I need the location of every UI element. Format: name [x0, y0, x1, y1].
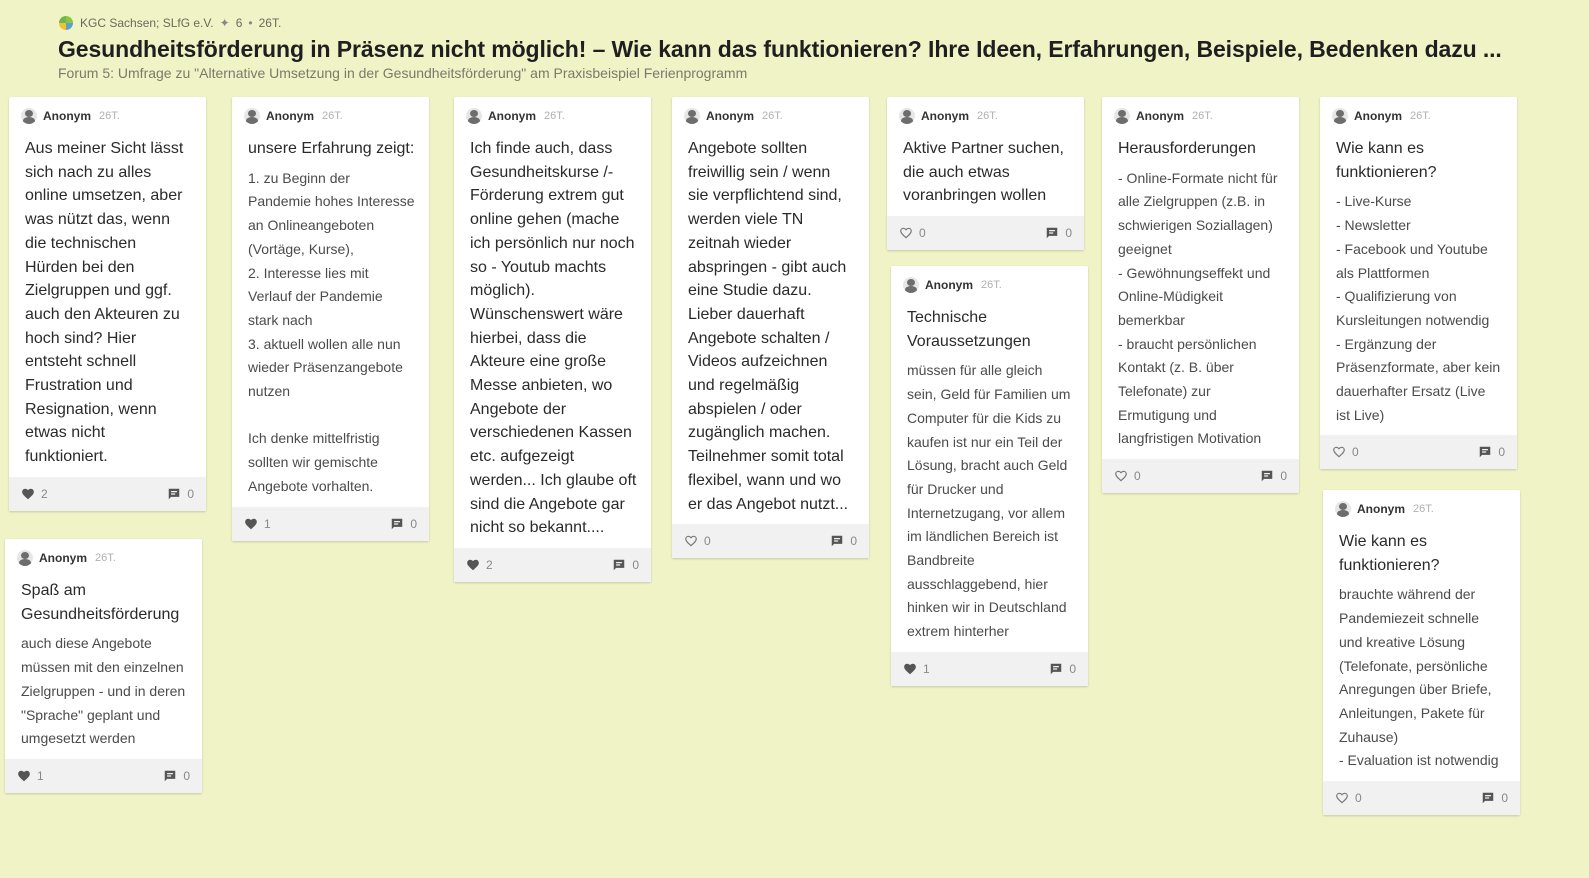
comment-icon [1045, 226, 1059, 240]
comment-button[interactable] [390, 517, 417, 531]
post-body [887, 125, 1084, 216]
post-header [454, 97, 651, 125]
post-title: Wie kann es funktionieren? [1336, 140, 1437, 181]
post-footer [1323, 781, 1520, 815]
post-time: 26T. [95, 552, 116, 564]
post-header [9, 97, 206, 125]
avatar-icon [21, 108, 37, 124]
comment-button[interactable] [167, 487, 194, 501]
comment-icon [1260, 469, 1274, 483]
comment-count: 0 [1069, 661, 1076, 676]
post-footer [5, 759, 202, 793]
post-time: 26T. [981, 279, 1002, 291]
post-card[interactable] [1320, 97, 1517, 469]
like-button[interactable] [466, 558, 493, 572]
avatar-icon [684, 108, 700, 124]
post-header [1320, 97, 1517, 125]
comment-icon [163, 769, 177, 783]
comment-button[interactable] [1045, 226, 1072, 240]
post-text: - Live-Kurse - Newsletter - Facebook und Youtube als Plattformen - Qualifizierung von Kursleitungen notwendig - Ergänzung der Präsenzformate, aber kein dauerhafter Ersatz (Live ist Live) [1336, 193, 1501, 423]
avatar-icon [1335, 501, 1351, 517]
avatar-icon [1114, 108, 1130, 124]
post-title: Technische Voraussetzungen [907, 309, 1031, 350]
post-text: - Online-Formate nicht für alle Zielgruppen (z.B. in schwierigen Soziallagen) geeignet - Gewöhnungseffekt und Online-Müdigkeit bemerkbar - braucht persönlichen Kontakt (z. B. über Telefonate) zur Ermutigung und langfristigen Motivation [1118, 169, 1278, 447]
post-card[interactable] [672, 97, 869, 558]
post-header [672, 97, 869, 125]
comment-icon [1478, 445, 1492, 459]
avatar-icon [244, 108, 260, 124]
post-body [891, 294, 1088, 652]
like-button[interactable] [1332, 445, 1359, 459]
post-footer [891, 652, 1088, 686]
post-header [887, 97, 1084, 125]
comment-icon [830, 534, 844, 548]
comment-button[interactable] [1481, 791, 1508, 805]
dot-separator-icon: • [248, 16, 253, 30]
post-card[interactable] [9, 97, 206, 511]
post-footer [887, 216, 1084, 250]
post-card[interactable] [5, 539, 202, 793]
like-count: 0 [1352, 445, 1359, 460]
post-card[interactable] [887, 97, 1084, 250]
org-name[interactable]: KGC Sachsen; SLfG e.V. [80, 16, 214, 30]
post-time: 26T. [1192, 110, 1213, 122]
board-title: Gesundheitsförderung in Präsenz nicht möglich! – Wie kann das funktionieren? Ihre Ideen, Erfahrungen, Beispiele, Bedenken dazu ... [58, 36, 1502, 62]
like-button[interactable] [1335, 791, 1362, 805]
post-body [1320, 125, 1517, 435]
comment-count: 0 [1501, 791, 1508, 806]
like-count: 1 [923, 661, 930, 676]
comment-button[interactable] [163, 769, 190, 783]
post-text: müssen für alle gleich sein, Geld für Familien um Computer für die Kids zu kaufen ist nur ein Teil der Lösung, bracht auch Geld für Drucker und Internetzugang, vor allem im ländlichen Bereich ist Bandbreite ausschlaggebend, hier hinken wir in Deutschland extrem hinterher [907, 362, 1071, 640]
post-footer [454, 548, 651, 582]
post-author: Anonym [266, 109, 314, 123]
like-button[interactable] [684, 534, 711, 548]
post-footer [1102, 459, 1299, 493]
post-author: Anonym [43, 109, 91, 123]
board-header [58, 14, 1558, 81]
comment-icon [167, 487, 181, 501]
post-header [5, 539, 202, 567]
comment-icon [1481, 791, 1495, 805]
post-card[interactable] [1102, 97, 1299, 493]
post-title: Ich finde auch, dass Gesundheitskurse /-Förderung extrem gut online gehen (mache ich persönlich nur noch so - Youtub machts möglich). Wünschenswert wäre hierbei, dass die Akteure eine große Messe anbieten, wo Angebote der verschiedenen Kassen etc. aufgezeigt werden... Ich glaube oft sind die Angebote gar nicht so bekannt.... [470, 140, 637, 537]
board-age: 26T. [258, 16, 282, 30]
post-card[interactable] [1323, 490, 1520, 815]
comment-icon [612, 558, 626, 572]
post-author: Anonym [1354, 109, 1402, 123]
post-header [1323, 490, 1520, 518]
avatar-icon [466, 108, 482, 124]
comment-button[interactable] [612, 558, 639, 572]
post-text: 1. zu Beginn der Pandemie hohes Interesse an Onlineangeboten (Vortäge, Kurse), 2. Interesse lies mit Verlauf der Pandemie stark nach 3. aktuell wollen alle nun wieder Präsenzangebote nutzen Ich denke mittelfristig sollten wir gemischte Angebote vorhalten. [248, 169, 415, 494]
like-count: 2 [41, 486, 48, 501]
post-time: 26T. [1413, 503, 1434, 515]
heart-filled-icon [903, 662, 917, 676]
post-title: Aktive Partner suchen, die auch etwas voranbringen wollen [903, 140, 1064, 205]
board-subtitle: Forum 5: Umfrage zu "Alternative Umsetzung in der Gesundheitsförderung" am Praxisbeispiel Ferienprogramm [58, 65, 748, 81]
plus-icon: ✦ [219, 16, 230, 30]
post-time: 26T. [322, 110, 343, 122]
like-button[interactable] [899, 226, 926, 240]
post-text: auch diese Angebote müssen mit den einzelnen Zielgruppen - und in deren "Sprache" geplant und umgesetzt werden [21, 635, 186, 747]
comment-button[interactable] [830, 534, 857, 548]
like-button[interactable] [21, 487, 48, 501]
comment-button[interactable] [1260, 469, 1287, 483]
post-time: 26T. [99, 110, 120, 122]
like-button[interactable] [17, 769, 44, 783]
post-title: Spaß am Gesundheitsförderung [21, 582, 180, 623]
like-button[interactable] [903, 662, 930, 676]
post-footer [9, 477, 206, 511]
comment-count: 0 [1498, 445, 1505, 460]
like-count: 0 [919, 226, 926, 241]
post-title: Wie kann es funktionieren? [1339, 533, 1440, 574]
post-header [232, 97, 429, 125]
heart-filled-icon [244, 517, 258, 531]
comment-count: 0 [632, 557, 639, 572]
post-author: Anonym [488, 109, 536, 123]
post-body [672, 125, 869, 524]
comment-button[interactable] [1478, 445, 1505, 459]
post-title: Angebote sollten freiwillig sein / wenn sie verpflichtend sind, werden viele TN zeitnah wieder abspringen - gibt auch eine Studie dazu. Lieber dauerhaft Angebote schalten / Videos aufzeichnen und regelmäßig abspielen / oder zugänglich machen. Teilnehmer somit total flexibel, wann und wo er das Angebot nutzt... [688, 140, 849, 513]
heart-filled-icon [17, 769, 31, 783]
post-title: unsere Erfahrung zeigt: [248, 140, 415, 157]
post-time: 26T. [977, 110, 998, 122]
post-body [1323, 518, 1520, 781]
comment-count: 0 [183, 768, 190, 783]
comment-icon [1049, 662, 1063, 676]
heart-outline-icon [1335, 791, 1349, 805]
heart-outline-icon [1114, 469, 1128, 483]
post-body [232, 125, 429, 507]
post-footer [672, 524, 869, 558]
plus-count: 6 [235, 16, 243, 30]
post-author: Anonym [706, 109, 754, 123]
post-card[interactable] [454, 97, 651, 582]
post-author: Anonym [925, 278, 973, 292]
post-title: Aus meiner Sicht lässt sich nach zu alles online umsetzen, aber was nützt das, wenn die technischen Hürden bei den Zielgruppen und ggf. auch den Akteuren zu hoch sind? Hier entsteht schnell Frustration und Resignation, wenn etwas nicht funktioniert. [25, 140, 184, 466]
comment-button[interactable] [1049, 662, 1076, 676]
heart-outline-icon [1332, 445, 1346, 459]
like-count: 0 [1134, 469, 1141, 484]
post-body [5, 567, 202, 759]
avatar-icon [903, 277, 919, 293]
like-count: 2 [486, 557, 493, 572]
heart-filled-icon [466, 558, 480, 572]
post-time: 26T. [544, 110, 565, 122]
comment-count: 0 [1065, 226, 1072, 241]
post-body [454, 125, 651, 548]
comment-count: 0 [187, 486, 194, 501]
post-author: Anonym [1136, 109, 1184, 123]
like-count: 0 [704, 534, 711, 549]
post-time: 26T. [762, 110, 783, 122]
avatar-icon [17, 550, 33, 566]
org-logo-icon [58, 15, 74, 31]
post-header [891, 266, 1088, 294]
post-author: Anonym [921, 109, 969, 123]
post-card[interactable] [232, 97, 429, 541]
like-count: 1 [37, 768, 44, 783]
post-time: 26T. [1410, 110, 1431, 122]
post-author: Anonym [1357, 502, 1405, 516]
comment-icon [390, 517, 404, 531]
like-button[interactable] [1114, 469, 1141, 483]
post-footer [1320, 435, 1517, 469]
like-count: 1 [264, 516, 271, 531]
post-text: brauchte während der Pandemiezeit schnelle und kreative Lösung (Telefonate, persönliche Anregungen über Briefe, Anleitungen, Pakete für Zuhause) - Evaluation ist notwendig [1339, 586, 1499, 769]
heart-outline-icon [899, 226, 913, 240]
post-card[interactable] [891, 266, 1088, 686]
avatar-icon [1332, 108, 1348, 124]
heart-outline-icon [684, 534, 698, 548]
post-author: Anonym [39, 551, 87, 565]
comment-count: 0 [410, 516, 417, 531]
like-button[interactable] [244, 517, 271, 531]
post-footer [232, 507, 429, 541]
post-body [9, 125, 206, 477]
post-title: Herausforderungen [1118, 140, 1256, 157]
avatar-icon [899, 108, 915, 124]
post-header [1102, 97, 1299, 125]
comment-count: 0 [1280, 469, 1287, 484]
comment-count: 0 [850, 534, 857, 549]
board-meta [58, 14, 1558, 32]
post-body [1102, 125, 1299, 459]
heart-filled-icon [21, 487, 35, 501]
like-count: 0 [1355, 791, 1362, 806]
